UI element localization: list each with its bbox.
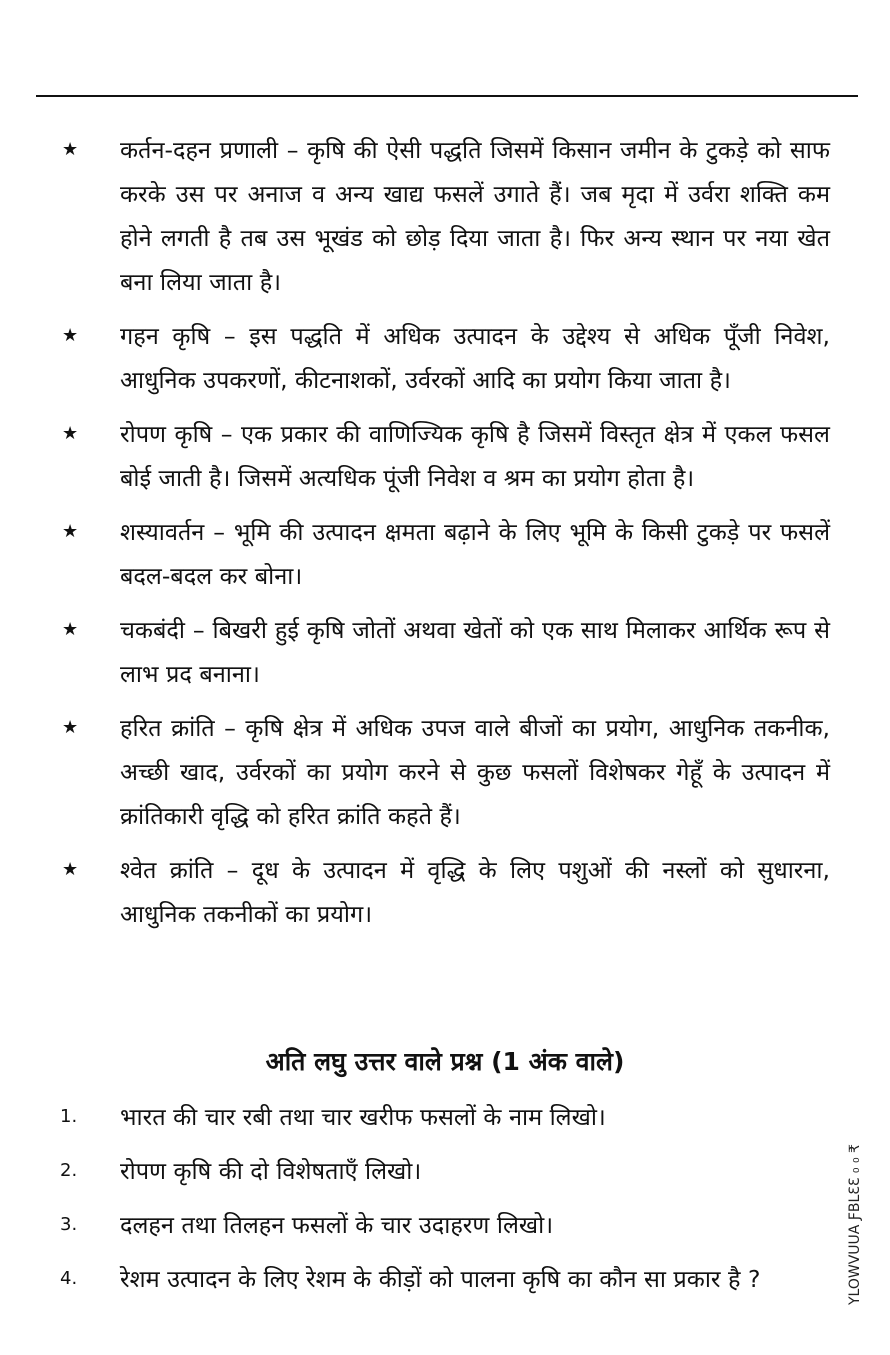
question-text: दलहन तथा तिलहन फसलों के चार उदाहरण लिखो। xyxy=(120,1211,554,1239)
definition-text: रोपण कृषि – एक प्रकार की वाणिज्यिक कृषि है जिसमें विस्तृत क्षेत्र में एकल फसल बोई जाती है। जिसमें अत्यधिक पूंजी निवेश व श्रम का प्रयोग होता है। xyxy=(120,420,830,492)
definition-item xyxy=(58,128,830,304)
section-heading: अति लघु उत्तर वाले प्रश्न (1 अंक वाले) xyxy=(265,1047,625,1076)
star-bullet-icon: ★ xyxy=(62,619,79,640)
star-bullet-icon: ★ xyxy=(62,859,79,880)
definition-item xyxy=(58,608,830,696)
definition-item xyxy=(58,510,830,598)
definition-item xyxy=(58,848,830,936)
definitions-list xyxy=(58,128,830,946)
definition-text: हरित क्रांति – कृषि क्षेत्र में अधिक उपज वाले बीजों का प्रयोग, आधुनिक तकनीक, अच्छी खाद, उर्वरकों का प्रयोग करने से कुछ फसलों विशेषकर गेहूँ के उत्पादन में क्रांतिकारी वृद्धि को हरित क्रांति कहते हैं। xyxy=(120,714,830,830)
definition-item xyxy=(58,412,830,500)
definition-text: चकबंदी – बिखरी हुई कृषि जोतों अथवा खेतों को एक साथ मिलाकर आर्थिक रूप से लाभ प्रद बनाना। xyxy=(120,616,830,688)
definition-item xyxy=(58,706,830,838)
definition-text: कर्तन-दहन प्रणाली – कृषि की ऐसी पद्धति जिसमें किसान जमीन के टुकड़े को साफ करके उस पर अनाज व अन्य खाद्य फसलें उगाते हैं। जब मृदा में उर्वरा शक्ति कम होने लगती है तब उस भूखंड को छोड़ दिया जाता है। फिर अन्य स्थान पर नया खेत बना लिया जाता है। xyxy=(120,136,830,296)
definition-text: श्वेत क्रांति – दूध के उत्पादन में वृद्धि के लिए पशुओं की नस्लों को सुधारना, आधुनिक तकनीकों का प्रयोग। xyxy=(120,856,830,928)
question-text: भारत की चार रबी तथा चार खरीफ फसलों के नाम लिखो। xyxy=(120,1103,606,1131)
definition-item xyxy=(58,314,830,402)
question-text: रोपण कृषि की दो विशेषताएँ लिखो। xyxy=(120,1157,422,1185)
question-item xyxy=(58,1095,830,1139)
star-bullet-icon: ★ xyxy=(62,521,79,542)
question-number: 2. xyxy=(60,1160,78,1181)
question-text: रेशम उत्पादन के लिए रेशम के कीड़ों को पालना कृषि का कौन सा प्रकार है ? xyxy=(120,1265,761,1293)
definition-text: शस्यावर्तन – भूमि की उत्पादन क्षमता बढ़ाने के लिए भूमि के किसी टुकड़े पर फसलें बदल-बदल कर बोना। xyxy=(120,518,830,590)
question-number: 3. xyxy=(60,1214,78,1235)
star-bullet-icon: ★ xyxy=(62,717,79,738)
question-item xyxy=(58,1149,830,1193)
top-rule xyxy=(36,95,858,97)
question-item xyxy=(58,1257,830,1301)
question-item xyxy=(58,1203,830,1247)
star-bullet-icon: ★ xyxy=(62,325,79,346)
question-number: 4. xyxy=(60,1268,78,1289)
star-bullet-icon: ★ xyxy=(62,139,79,160)
question-number: 1. xyxy=(60,1106,78,1127)
star-bullet-icon: ★ xyxy=(62,423,79,444)
questions-list xyxy=(58,1095,830,1311)
definition-text: गहन कृषि – इस पद्धति में अधिक उत्पादन के उद्देश्य से अधिक पूँजी निवेश, आधुनिक उपकरणों, कीटनाशकों, उर्वरकों आदि का प्रयोग किया जाता है। xyxy=(120,322,830,394)
side-watermark-text: YLOWVUUA ƑBLƐƐ ₀ ₀ ₹ xyxy=(847,1144,863,1305)
